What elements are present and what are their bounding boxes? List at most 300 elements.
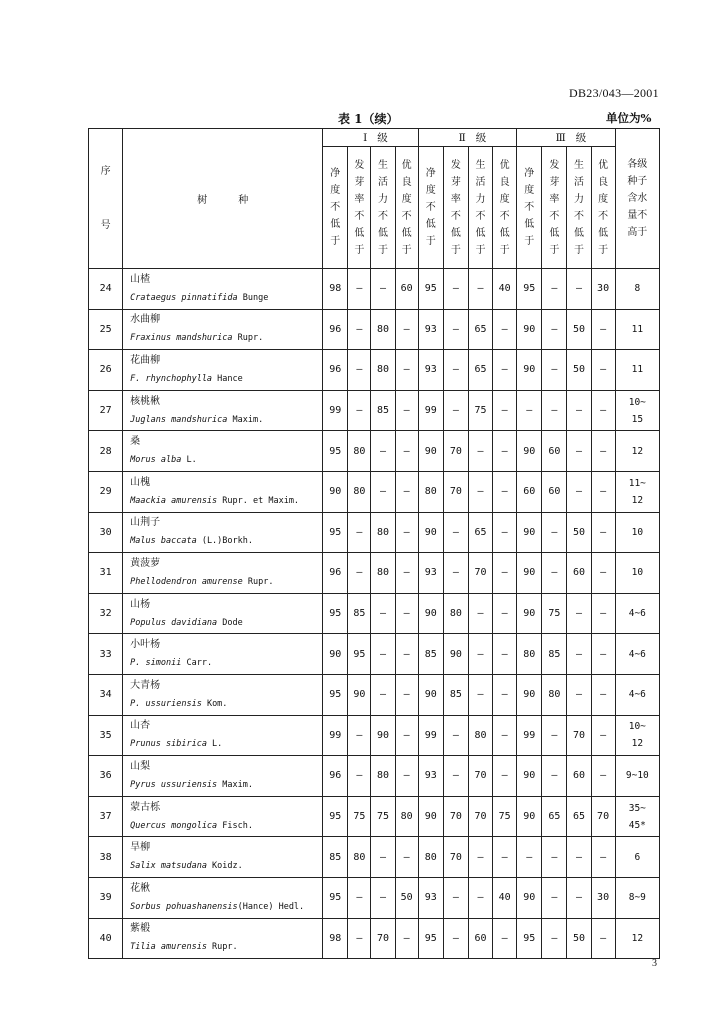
species-latin-name: [130, 695, 322, 714]
value-cell-g2-goodness: —: [493, 471, 517, 512]
species-chinese-name: 花楸: [130, 882, 151, 894]
header-moisture-text-char: 各级: [627, 159, 648, 170]
header-goodness-label-char: 良: [499, 176, 510, 188]
value-cell-g3-goodness: —: [591, 309, 615, 350]
value-cell-g2-germination: 70: [443, 796, 468, 837]
species-latin-authority: L.: [181, 455, 197, 466]
value-cell-g1-goodness: —: [395, 593, 418, 634]
value-cell-g1-germination: —: [348, 877, 371, 918]
header-vitality-label-char: 生: [573, 159, 584, 171]
species-latin-authority: Rupr. et Maxim.: [217, 495, 300, 506]
value-cell-g3-purity: 60: [517, 471, 542, 512]
species-latin-binomial: Crataegus pinnatifida: [130, 292, 238, 303]
value-cell-g1-goodness: —: [395, 756, 418, 797]
value-cell-g3-purity: 90: [517, 796, 542, 837]
value-cell-g1-purity: 98: [323, 918, 348, 959]
row-number: 32: [89, 593, 123, 634]
species-latin-authority: L.: [206, 739, 223, 750]
value-cell-g1-goodness: —: [395, 350, 418, 391]
value-cell-g1-purity: 99: [323, 715, 348, 756]
value-cell-g1-goodness: —: [395, 674, 418, 715]
header-moisture-text: [616, 156, 659, 241]
header-goodness-label-char: 不: [401, 210, 412, 222]
header-germination-label-char: 率: [549, 193, 560, 205]
species-cell: [123, 512, 323, 553]
value-cell-g3-germination: 75: [542, 593, 567, 634]
value-cell-g2-purity: 93: [418, 309, 443, 350]
value-cell-g1-goodness: —: [395, 390, 418, 431]
value-cell-g2-vitality: 60: [468, 918, 492, 959]
table-row: [89, 593, 660, 634]
value-cell-g1-germination: 80: [348, 471, 371, 512]
value-cell-g3-goodness: —: [591, 431, 615, 472]
value-cell-g2-goodness: —: [493, 593, 517, 634]
header-grade-3: Ⅲ 级: [517, 129, 615, 147]
header-goodness-label-char: 度: [401, 193, 412, 205]
species-chinese-name: 山槐: [130, 476, 151, 488]
value-cell-g1-vitality: 80: [371, 309, 395, 350]
value-cell-g2-goodness: —: [493, 756, 517, 797]
value-cell-g1-vitality: 80: [371, 350, 395, 391]
value-cell-g3-purity: 90: [517, 309, 542, 350]
header-goodness-label: [396, 157, 418, 259]
species-latin-binomial: F. rhynchophylla: [130, 373, 213, 384]
value-cell-g3-purity: 90: [517, 350, 542, 391]
header-vitality-label-char: 低: [573, 227, 584, 239]
header-germination-label-char: 低: [450, 227, 461, 239]
value-cell-g1-vitality: —: [371, 471, 395, 512]
header-purity-label-char: 于: [330, 236, 341, 247]
row-number: 33: [89, 634, 123, 675]
value-cell-g3-germination: —: [542, 512, 567, 553]
species-latin-name: [130, 370, 322, 389]
moisture-cell: [615, 471, 659, 512]
moisture-line: 8~9: [628, 892, 646, 904]
header-vitality-label-char: 不: [573, 210, 584, 222]
value-cell-g3-vitality: —: [567, 674, 591, 715]
value-cell-g2-germination: 90: [443, 634, 468, 675]
species-chinese-name: 黄菠萝: [130, 557, 161, 569]
header-purity-label-char: 不: [330, 202, 341, 213]
header-vitality-label-char: 力: [475, 193, 486, 205]
page-number: 3: [652, 958, 657, 969]
species-latin-authority: Rupr.: [242, 576, 274, 587]
species-chinese-name: 蒙古栎: [130, 801, 161, 813]
moisture-cell: [615, 674, 659, 715]
value-cell-g2-germination: —: [443, 512, 468, 553]
species-chinese-name: 水曲柳: [130, 314, 161, 326]
moisture-line: 8: [634, 283, 641, 295]
moisture-cell: [615, 553, 659, 594]
species-latin-name: [130, 492, 322, 511]
value-cell-g3-goodness: —: [591, 674, 615, 715]
species-latin-name: [130, 898, 322, 917]
header-purity-g2: [418, 147, 443, 269]
value-cell-g2-purity: 93: [418, 756, 443, 797]
header-goodness-label-char: 低: [401, 227, 412, 239]
header-purity-g3: [517, 147, 542, 269]
value-cell-g1-vitality: 80: [371, 553, 395, 594]
row-number: 37: [89, 796, 123, 837]
header-goodness-label-char: 度: [499, 193, 510, 205]
value-cell-g1-germination: —: [348, 350, 371, 391]
value-cell-g2-purity: 93: [418, 877, 443, 918]
value-cell-g3-goodness: —: [591, 512, 615, 553]
species-latin-name: [130, 735, 322, 754]
value-cell-g2-germination: —: [443, 918, 468, 959]
moisture-line: 4~6: [628, 608, 646, 620]
value-cell-g1-purity: 95: [323, 877, 348, 918]
value-cell-g3-vitality: 65: [567, 796, 591, 837]
value-cell-g2-vitality: 70: [468, 553, 492, 594]
header-germination-label-char: 不: [354, 210, 365, 222]
value-cell-g3-vitality: —: [567, 593, 591, 634]
header-germination-g3: [542, 147, 567, 269]
value-cell-g3-goodness: —: [591, 593, 615, 634]
value-cell-g3-goodness: —: [591, 390, 615, 431]
header-goodness-label-char: 低: [598, 227, 609, 239]
header-goodness-label-char: 优: [401, 159, 412, 171]
moisture-cell: [615, 390, 659, 431]
header-purity-label-char: 于: [524, 236, 535, 247]
value-cell-g3-goodness: 30: [591, 877, 615, 918]
species-chinese-name: 花曲柳: [130, 354, 161, 366]
value-cell-g2-germination: —: [443, 553, 468, 594]
header-moisture-text-char: 含水: [627, 193, 648, 204]
species-latin-authority: Maxim.: [217, 779, 253, 790]
species-latin-name: [130, 411, 322, 430]
value-cell-g1-goodness: —: [395, 309, 418, 350]
value-cell-g1-germination: 80: [348, 837, 371, 878]
value-cell-g1-germination: —: [348, 512, 371, 553]
value-cell-g3-purity: 90: [517, 674, 542, 715]
table-title: 表 1（续）: [338, 112, 399, 126]
species-latin-authority: Kom.: [201, 698, 228, 709]
value-cell-g1-purity: 96: [323, 309, 348, 350]
value-cell-g3-germination: —: [542, 350, 567, 391]
header-goodness-label-char: 于: [401, 244, 412, 256]
species-latin-authority: Hance: [212, 373, 243, 384]
species-chinese-name: 核桃楸: [130, 395, 161, 407]
species-latin-name: [130, 289, 322, 308]
moisture-line: 4~6: [628, 648, 646, 660]
species-cell: [123, 471, 323, 512]
value-cell-g2-purity: 90: [418, 512, 443, 553]
species-cell: [123, 837, 323, 878]
value-cell-g2-germination: 70: [443, 471, 468, 512]
value-cell-g3-vitality: 50: [567, 918, 591, 959]
value-cell-g2-goodness: —: [493, 390, 517, 431]
value-cell-g1-vitality: —: [371, 674, 395, 715]
moisture-line: 35~: [628, 802, 646, 814]
species-latin-name: [130, 776, 322, 795]
value-cell-g2-vitality: —: [468, 593, 492, 634]
header-vitality-g2: [468, 147, 492, 269]
table-body: [89, 269, 660, 959]
species-latin-binomial: Phellodendron amurense: [130, 576, 243, 587]
value-cell-g2-vitality: 70: [468, 796, 492, 837]
species-latin-authority: (Hance) Hedl.: [237, 901, 305, 912]
species-latin-binomial: Maackia amurensis: [130, 495, 218, 506]
moisture-cell: [615, 309, 659, 350]
header-goodness-g3: [591, 147, 615, 269]
value-cell-g3-purity: 99: [517, 715, 542, 756]
species-latin-binomial: Fraxinus mandshurica: [130, 333, 233, 344]
header-vitality-label-char: 低: [475, 227, 486, 239]
moisture-cell: [615, 431, 659, 472]
moisture-line: 11~: [628, 477, 646, 489]
value-cell-g2-purity: 93: [418, 553, 443, 594]
value-cell-g1-goodness: 50: [395, 877, 418, 918]
header-goodness-label-char: 于: [499, 244, 510, 256]
species-latin-binomial: Juglans mandshurica: [130, 414, 228, 425]
species-cell: [123, 796, 323, 837]
moisture-cell: [615, 837, 659, 878]
value-cell-g1-goodness: —: [395, 634, 418, 675]
table-row: [89, 756, 660, 797]
species-cell: [123, 350, 323, 391]
header-germination-label-char: 不: [450, 210, 461, 222]
seed-quality-table: [88, 128, 660, 959]
species-cell: [123, 553, 323, 594]
value-cell-g1-germination: —: [348, 269, 371, 310]
value-cell-g1-goodness: —: [395, 553, 418, 594]
species-latin-name: [130, 857, 322, 876]
table-row: [89, 512, 660, 553]
species-latin-authority: Rupr.: [232, 333, 264, 344]
value-cell-g2-goodness: —: [493, 309, 517, 350]
value-cell-g2-purity: 90: [418, 796, 443, 837]
value-cell-g1-goodness: 60: [395, 269, 418, 310]
header-purity-label-char: 低: [524, 219, 535, 230]
species-latin-binomial: Morus alba: [130, 455, 182, 466]
value-cell-g2-germination: 80: [443, 593, 468, 634]
header-goodness-label-char: 优: [598, 159, 609, 171]
moisture-cell: [615, 512, 659, 553]
value-cell-g2-purity: 90: [418, 674, 443, 715]
species-latin-name: [130, 938, 322, 957]
value-cell-g1-purity: 96: [323, 350, 348, 391]
value-cell-g3-germination: —: [542, 269, 567, 310]
value-cell-g3-germination: —: [542, 756, 567, 797]
species-latin-name: [130, 614, 322, 633]
value-cell-g2-vitality: 70: [468, 756, 492, 797]
header-purity-label: [419, 165, 443, 250]
moisture-line: 11: [631, 323, 644, 335]
header-goodness-label-char: 不: [499, 210, 510, 222]
value-cell-g1-purity: 99: [323, 390, 348, 431]
value-cell-g1-goodness: —: [395, 837, 418, 878]
moisture-line: 45*: [628, 819, 646, 831]
species-cell: [123, 634, 323, 675]
header-goodness-label-char: 良: [401, 176, 412, 188]
header-goodness-label-char: 度: [598, 193, 609, 205]
value-cell-g1-purity: 95: [323, 512, 348, 553]
row-number: 36: [89, 756, 123, 797]
header-germination-label-char: 低: [354, 227, 365, 239]
table-row: [89, 674, 660, 715]
value-cell-g1-vitality: —: [371, 634, 395, 675]
header-germination-label-char: 不: [549, 210, 560, 222]
value-cell-g3-goodness: —: [591, 634, 615, 675]
row-number: 25: [89, 309, 123, 350]
header-goodness-label: [592, 157, 615, 259]
value-cell-g1-germination: 90: [348, 674, 371, 715]
header-moisture: [615, 129, 659, 269]
species-chinese-name: 旱柳: [130, 842, 151, 854]
header-vitality-label-char: 活: [475, 176, 486, 188]
value-cell-g1-goodness: —: [395, 431, 418, 472]
table-row: [89, 431, 660, 472]
moisture-cell: [615, 918, 659, 959]
value-cell-g1-purity: 95: [323, 674, 348, 715]
header-germination-label: [444, 157, 468, 259]
species-cell: [123, 593, 323, 634]
species-latin-binomial: Pyrus ussuriensis: [130, 779, 218, 790]
value-cell-g3-vitality: 50: [567, 512, 591, 553]
value-cell-g1-vitality: 75: [371, 796, 395, 837]
header-no: [89, 129, 123, 269]
species-cell: [123, 877, 323, 918]
value-cell-g2-goodness: —: [493, 918, 517, 959]
row-number: 29: [89, 471, 123, 512]
table-row: [89, 634, 660, 675]
value-cell-g3-goodness: —: [591, 715, 615, 756]
species-latin-name: [130, 654, 322, 673]
species-latin-name: [130, 451, 322, 470]
value-cell-g3-vitality: 70: [567, 715, 591, 756]
moisture-line: 10: [631, 526, 644, 538]
species-cell: [123, 715, 323, 756]
header-purity-label-char: 净: [330, 168, 341, 179]
value-cell-g2-vitality: —: [468, 471, 492, 512]
value-cell-g2-vitality: —: [468, 877, 492, 918]
moisture-line: 9~10: [625, 770, 649, 782]
value-cell-g3-vitality: 60: [567, 553, 591, 594]
value-cell-g3-purity: 90: [517, 756, 542, 797]
species-chinese-name: 山梨: [130, 760, 151, 772]
header-purity-label-char: 度: [330, 185, 341, 196]
header-purity-label-char: 低: [425, 219, 436, 230]
header-vitality-label: [567, 157, 590, 259]
row-number: 35: [89, 715, 123, 756]
row-number: 27: [89, 390, 123, 431]
header-goodness-g1: [395, 147, 418, 269]
species-cell: [123, 918, 323, 959]
value-cell-g1-purity: 96: [323, 553, 348, 594]
moisture-cell: [615, 796, 659, 837]
value-cell-g2-germination: 70: [443, 837, 468, 878]
unit-label: 单位为%: [606, 111, 652, 125]
header-vitality-label-char: 于: [573, 244, 584, 256]
table-row: [89, 877, 660, 918]
row-number: 34: [89, 674, 123, 715]
header-purity-label-char: 低: [330, 219, 341, 230]
header-germination-label-char: 于: [549, 244, 560, 256]
value-cell-g2-vitality: 80: [468, 715, 492, 756]
species-chinese-name: 紫椴: [130, 923, 151, 935]
value-cell-g1-germination: —: [348, 918, 371, 959]
value-cell-g3-purity: 90: [517, 553, 542, 594]
value-cell-g2-germination: —: [443, 390, 468, 431]
header-germination-label-char: 于: [354, 244, 365, 256]
value-cell-g3-vitality: —: [567, 390, 591, 431]
row-number: 31: [89, 553, 123, 594]
header-grade-1: Ⅰ 级: [323, 129, 418, 147]
value-cell-g3-purity: 95: [517, 269, 542, 310]
value-cell-g1-purity: 85: [323, 837, 348, 878]
value-cell-g3-germination: 60: [542, 471, 567, 512]
value-cell-g1-purity: 95: [323, 431, 348, 472]
value-cell-g1-vitality: 90: [371, 715, 395, 756]
header-purity-label-char: 于: [425, 236, 436, 247]
value-cell-g2-goodness: —: [493, 350, 517, 391]
value-cell-g2-germination: —: [443, 350, 468, 391]
header-vitality-label-char: 力: [377, 193, 388, 205]
value-cell-g3-vitality: —: [567, 634, 591, 675]
header-vitality-label-char: 低: [377, 227, 388, 239]
value-cell-g3-vitality: —: [567, 837, 591, 878]
value-cell-g1-vitality: —: [371, 269, 395, 310]
value-cell-g1-vitality: 80: [371, 756, 395, 797]
value-cell-g1-purity: 95: [323, 796, 348, 837]
header-germination-label-char: 于: [450, 244, 461, 256]
table-row: [89, 350, 660, 391]
value-cell-g3-germination: 60: [542, 431, 567, 472]
species-latin-binomial: Populus davidiana: [130, 617, 218, 628]
value-cell-g2-purity: 80: [418, 837, 443, 878]
value-cell-g3-vitality: 60: [567, 756, 591, 797]
species-latin-binomial: P. ussuriensis: [130, 698, 202, 709]
row-number: 40: [89, 918, 123, 959]
value-cell-g1-vitality: —: [371, 837, 395, 878]
value-cell-g2-vitality: 75: [468, 390, 492, 431]
species-latin-name: [130, 532, 322, 551]
header-vitality-label-char: 生: [475, 159, 486, 171]
document-code: DB23/043—2001: [569, 86, 659, 100]
value-cell-g1-goodness: 80: [395, 796, 418, 837]
header-goodness-label-char: 不: [598, 210, 609, 222]
species-latin-binomial: Salix matsudana: [130, 861, 207, 872]
value-cell-g1-vitality: 85: [371, 390, 395, 431]
header-vitality-label-char: 不: [475, 210, 486, 222]
header-germination-label-char: 率: [450, 193, 461, 205]
header-purity-label-char: 度: [425, 185, 436, 196]
value-cell-g1-germination: —: [348, 715, 371, 756]
table-row: [89, 837, 660, 878]
value-cell-g1-germination: 85: [348, 593, 371, 634]
species-latin-binomial: Quercus mongolica: [130, 820, 218, 831]
value-cell-g3-germination: 65: [542, 796, 567, 837]
value-cell-g3-purity: 90: [517, 431, 542, 472]
header-germination-g1: [348, 147, 371, 269]
header-goodness-label-char: 优: [499, 159, 510, 171]
header-purity-label-char: 净: [524, 168, 535, 179]
value-cell-g2-purity: 99: [418, 390, 443, 431]
species-cell: [123, 309, 323, 350]
moisture-line: 12: [631, 932, 644, 944]
value-cell-g3-germination: —: [542, 877, 567, 918]
header-vitality-g1: [371, 147, 395, 269]
value-cell-g2-purity: 95: [418, 269, 443, 310]
value-cell-g1-germination: —: [348, 756, 371, 797]
value-cell-g2-germination: —: [443, 309, 468, 350]
value-cell-g1-purity: 98: [323, 269, 348, 310]
species-latin-name: [130, 817, 322, 836]
table-row: [89, 796, 660, 837]
moisture-line: 12: [631, 494, 644, 506]
moisture-cell: [615, 715, 659, 756]
